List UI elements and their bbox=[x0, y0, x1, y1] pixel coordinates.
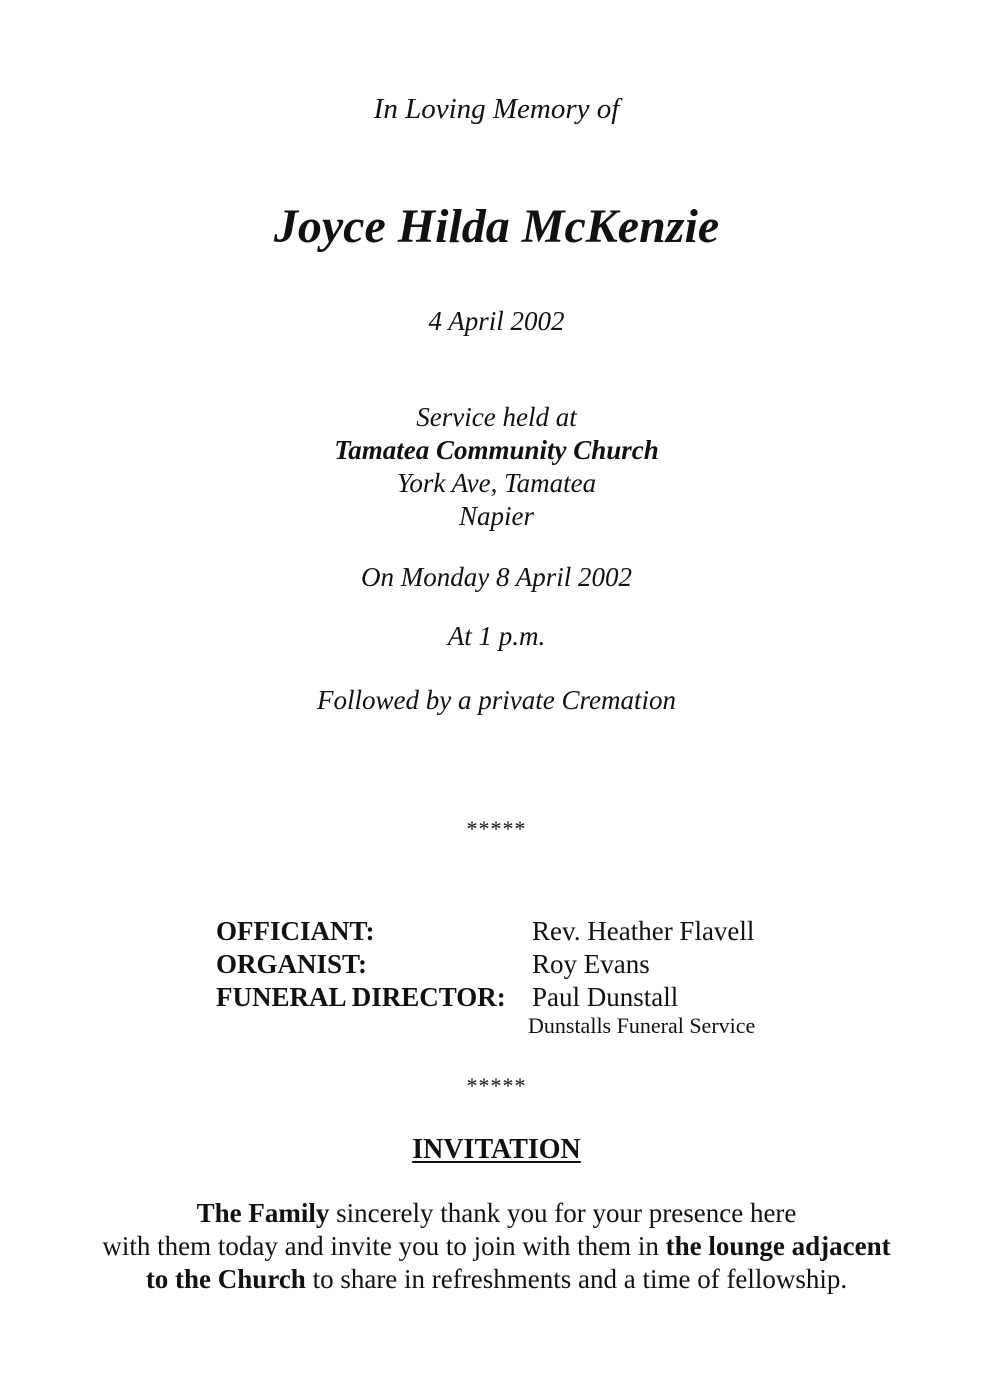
organist-name: Roy Evans bbox=[532, 949, 650, 979]
service-day: On Monday 8 April 2002 bbox=[361, 562, 632, 592]
date-of-death: 4 April 2002 bbox=[428, 306, 565, 336]
funeral-director-label: FUNERAL DIRECTOR: bbox=[216, 982, 506, 1012]
funeral-director-name: Paul Dunstall bbox=[532, 982, 679, 1012]
funeral-director-company: Dunstalls Funeral Service bbox=[528, 1013, 756, 1038]
service-venue: Tamatea Community Church bbox=[334, 435, 659, 465]
invitation-text-line bbox=[0, 1233, 993, 1260]
service-intro: Service held at bbox=[416, 402, 577, 432]
separator-stars: ***** bbox=[466, 816, 527, 841]
deceased-name: Joyce Hilda McKenzie bbox=[273, 200, 720, 253]
organist-label: ORGANIST: bbox=[216, 949, 368, 979]
invitation-text: sincerely thank you for your presence here bbox=[329, 1198, 797, 1228]
service-followup: Followed by a private Cremation bbox=[317, 685, 676, 715]
separator-stars: ***** bbox=[466, 1073, 527, 1098]
memory-heading: In Loving Memory of bbox=[373, 93, 620, 125]
invitation-emphasis: The Family bbox=[196, 1198, 330, 1228]
invitation-emphasis: to the Church bbox=[145, 1264, 306, 1294]
invitation-text-line bbox=[0, 1200, 993, 1227]
officiant-name: Rev. Heather Flavell bbox=[532, 916, 755, 946]
venue-street: York Ave, Tamatea bbox=[396, 468, 597, 498]
invitation-text: with them today and invite you to join with them in bbox=[102, 1231, 666, 1261]
invitation-text-line bbox=[0, 1266, 993, 1293]
venue-city: Napier bbox=[458, 501, 534, 531]
invitation-heading: INVITATION bbox=[412, 1134, 581, 1165]
service-time: At 1 p.m. bbox=[447, 621, 546, 651]
officiant-label: OFFICIANT: bbox=[216, 916, 375, 946]
invitation-emphasis: the lounge adjacent bbox=[665, 1231, 891, 1261]
invitation-text: to share in refreshments and a time of fellowship. bbox=[305, 1264, 848, 1294]
